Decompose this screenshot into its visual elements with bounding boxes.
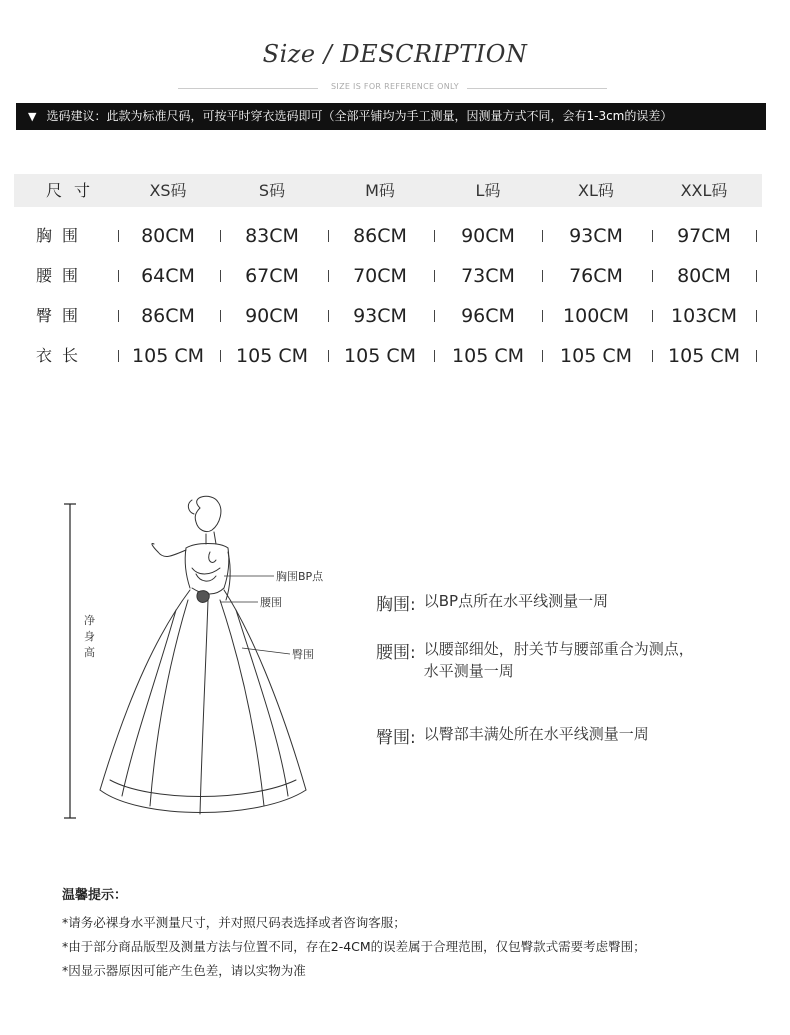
- size-cell: 67CM: [245, 265, 299, 287]
- size-cell: 64CM: [141, 265, 195, 287]
- size-column-m: M码: [365, 181, 395, 200]
- triangle-down-icon: ▼: [28, 110, 37, 123]
- size-row-label: 衣长: [36, 346, 89, 365]
- definition-hip-term: 臀围:: [376, 728, 416, 748]
- definition-hip-text: 以臀部丰满处所在水平线测量一周: [423, 725, 649, 743]
- tips-line: *由于部分商品版型及测量方法与位置不同，存在2-4CM的误差属于合理范围，仅包臀款式需要考虑臀围；: [62, 939, 646, 954]
- size-cell: 105 CM: [132, 345, 204, 367]
- header-title: Size / DESCRIPTION: [262, 40, 528, 68]
- definition-waist-text: 以腰部细处，肘关节与腰部重合为测点，水平测量一周: [423, 640, 694, 680]
- size-cell: 93CM: [353, 305, 407, 327]
- size-column-l: L码: [475, 181, 501, 200]
- height-label-3: 高: [84, 646, 95, 659]
- size-cell: 93CM: [569, 225, 623, 247]
- size-cell: 73CM: [461, 265, 515, 287]
- definition-bust-term: 胸围:: [376, 595, 416, 615]
- waist-label: 腰围: [260, 596, 282, 609]
- size-row-label: 腰围: [36, 266, 89, 285]
- size-cell: 76CM: [569, 265, 623, 287]
- tips-line: *请务必裸身水平测量尺寸，并对照尺码表选择或者咨询客服；: [62, 915, 406, 930]
- size-cell: 97CM: [677, 225, 731, 247]
- hip-label: 臀围: [292, 648, 314, 661]
- size-cell: 80CM: [677, 265, 731, 287]
- size-cell: 70CM: [353, 265, 407, 287]
- size-cell: 83CM: [245, 225, 299, 247]
- size-row-label: 臀围: [36, 306, 89, 325]
- size-table-row: [14, 216, 762, 256]
- size-cell: 86CM: [141, 305, 195, 327]
- size-notice-bar: [16, 103, 766, 130]
- size-column-xs: XS码: [149, 181, 187, 200]
- size-cell: 105 CM: [560, 345, 632, 367]
- definition-bust: [376, 590, 699, 615]
- tips-section: [62, 884, 646, 983]
- bust-bp-label: 胸围BP点: [276, 570, 324, 583]
- header-divider-right: [467, 88, 607, 89]
- size-table-header-row: [14, 174, 762, 207]
- size-cell: 103CM: [671, 305, 737, 327]
- tips-title: 温馨提示：: [62, 888, 128, 903]
- size-column-xl: XL码: [578, 181, 614, 200]
- size-cell: 90CM: [461, 225, 515, 247]
- size-cell: 96CM: [461, 305, 515, 327]
- size-notice-text: 选码建议：此款为标准尺码，可按平时穿衣选码即可（全部平铺均为手工测量，因测量方式不同，会有1-3cm的误差）: [46, 109, 673, 123]
- size-cell: 100CM: [563, 305, 629, 327]
- size-column-xxl: XXL码: [680, 181, 728, 200]
- definition-hip: [376, 723, 699, 748]
- tips-line: *因显示器原因可能产生色差，请以实物为准: [62, 963, 306, 978]
- definition-waist-term: 腰围:: [376, 643, 416, 663]
- header-subtitle: SIZE IS FOR REFERENCE ONLY: [331, 82, 459, 91]
- size-cell: 105 CM: [344, 345, 416, 367]
- size-table: [14, 174, 762, 376]
- body-figure: [60, 490, 350, 830]
- size-table-row: [14, 336, 762, 376]
- size-row-label: 胸围: [36, 226, 89, 245]
- size-table-header-label: 尺寸: [46, 181, 103, 200]
- size-table-row: [14, 256, 762, 296]
- size-column-s: S码: [258, 181, 286, 200]
- size-cell: 80CM: [141, 225, 195, 247]
- size-cell: 90CM: [245, 305, 299, 327]
- height-label-2: 身: [84, 630, 95, 643]
- size-cell: 105 CM: [668, 345, 740, 367]
- definition-waist: [376, 638, 699, 682]
- definition-bust-text: 以BP点所在水平线测量一周: [423, 592, 609, 610]
- size-table-row: [14, 296, 762, 336]
- height-label-1: 净: [84, 614, 95, 627]
- ball-gown-sketch: [60, 490, 350, 830]
- size-cell: 86CM: [353, 225, 407, 247]
- size-cell: 105 CM: [452, 345, 524, 367]
- size-cell: 105 CM: [236, 345, 308, 367]
